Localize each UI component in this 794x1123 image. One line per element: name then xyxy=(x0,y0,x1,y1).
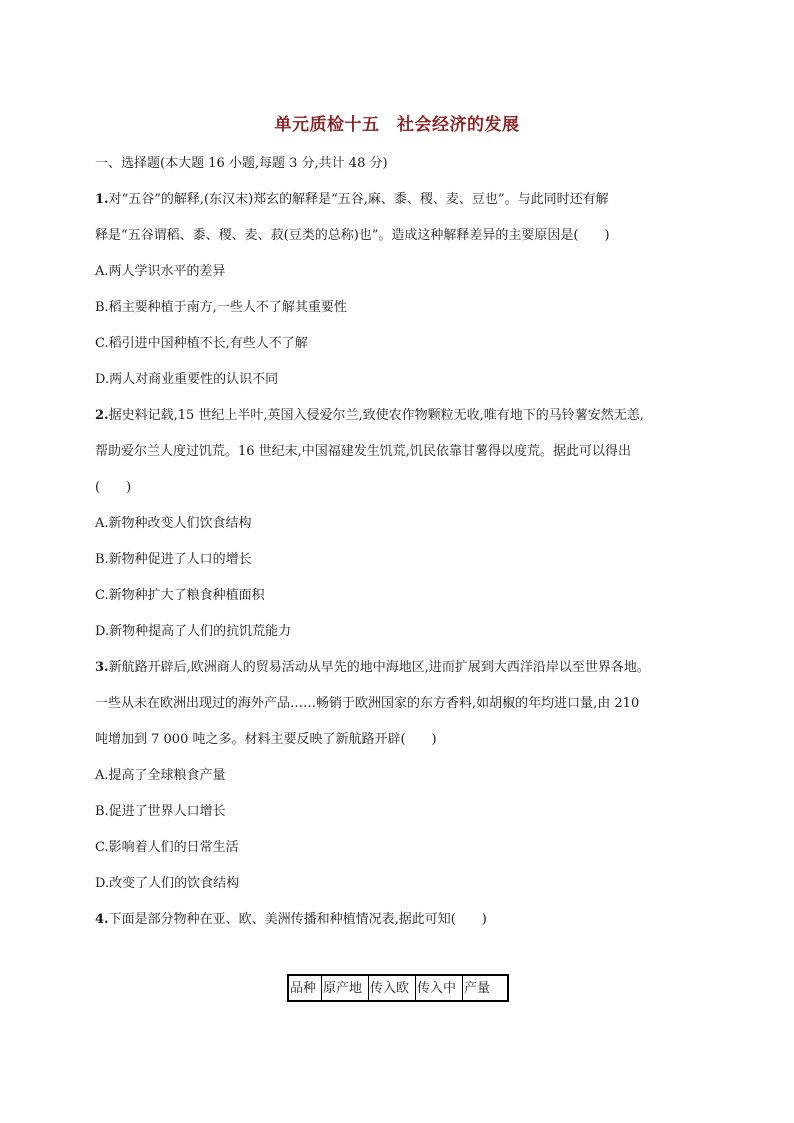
table-header-cell: 品种 xyxy=(288,975,322,1001)
question-1-option-b: B.稻主要种植于南方,一些人不了解其重要性 xyxy=(95,300,347,315)
question-2-line-3: ( ) xyxy=(95,480,132,495)
question-2-option-d: D.新物种提高了人们的抗饥荒能力 xyxy=(95,624,292,639)
question-3-line-3: 吨增加到 7 000 吨之多。材料主要反映了新航路开辟( ) xyxy=(95,732,437,747)
section-heading: 一、选择题(本大题 16 小题,每题 3 分,共计 48 分) xyxy=(95,156,388,171)
question-1-option-a: A.两人学识水平的差异 xyxy=(95,264,226,279)
question-2-option-a: A.新物种改变人们饮食结构 xyxy=(95,516,252,531)
question-2-option-c: C.新物种扩大了粮食种植面积 xyxy=(95,588,265,603)
question-1-text-1: 对“五谷”的解释,(东汉末)郑玄的解释是“五谷,麻、黍、稷、麦、豆也”。与此同时还有解 xyxy=(108,192,609,207)
question-2-line-2: 帮助爱尔兰人度过饥荒。16 世纪末,中国福建发生饥荒,饥民依靠甘薯得以度荒。据此可以得出 xyxy=(95,444,631,459)
question-3-option-d: D.改变了人们的饮食结构 xyxy=(95,876,240,891)
table-header-cell: 传入欧 xyxy=(369,975,416,1001)
question-2-line-1 xyxy=(95,408,644,424)
question-2-text-1: 据史料记载,15 世纪上半叶,英国入侵爱尔兰,致使农作物颗粒无收,唯有地下的马铃薯安然无恙, xyxy=(108,408,644,423)
table-header-cell: 产量 xyxy=(463,975,509,1001)
question-3-number: 3. xyxy=(95,660,109,675)
question-2-option-b: B.新物种促进了人口的增长 xyxy=(95,552,252,567)
question-4-text-1: 下面是部分物种在亚、欧、美洲传播和种植情况表,据此可知( ) xyxy=(108,912,487,927)
question-3-line-2: 一些从未在欧洲出现过的海外产品……畅销于欧洲国家的东方香料,如胡椒的年均进口量,由 210 xyxy=(95,696,640,711)
question-1-number: 1. xyxy=(95,192,109,207)
question-1-option-c: C.稻引进中国种植不长,有些人不了解 xyxy=(95,336,308,351)
question-3-line-1 xyxy=(95,660,650,676)
question-1-option-d: D.两人对商业重要性的认识不同 xyxy=(95,372,279,387)
question-2-number: 2. xyxy=(95,408,109,423)
question-4-number: 4. xyxy=(95,912,109,927)
table-header-row xyxy=(288,975,508,1001)
question-3-option-c: C.影响着人们的日常生活 xyxy=(95,840,239,855)
species-table xyxy=(287,974,509,1002)
question-3-text-1: 新航路开辟后,欧洲商人的贸易活动从早先的地中海地区,进而扩展到大西洋沿岸以至世界各地。 xyxy=(108,660,650,675)
page-title: 单元质检十五 社会经济的发展 xyxy=(274,115,520,135)
question-1-line-1 xyxy=(95,192,609,208)
question-3-option-a: A.提高了全球粮食产量 xyxy=(95,768,226,783)
table-header-cell: 传入中 xyxy=(416,975,463,1001)
question-1-line-2: 释是“五谷谓稻、黍、稷、麦、菽(豆类的总称)也”。造成这种解释差异的主要原因是( ) xyxy=(95,228,610,243)
question-3-option-b: B.促进了世界人口增长 xyxy=(95,804,226,819)
question-4-line-1 xyxy=(95,912,487,928)
table-header-cell: 原产地 xyxy=(322,975,369,1001)
